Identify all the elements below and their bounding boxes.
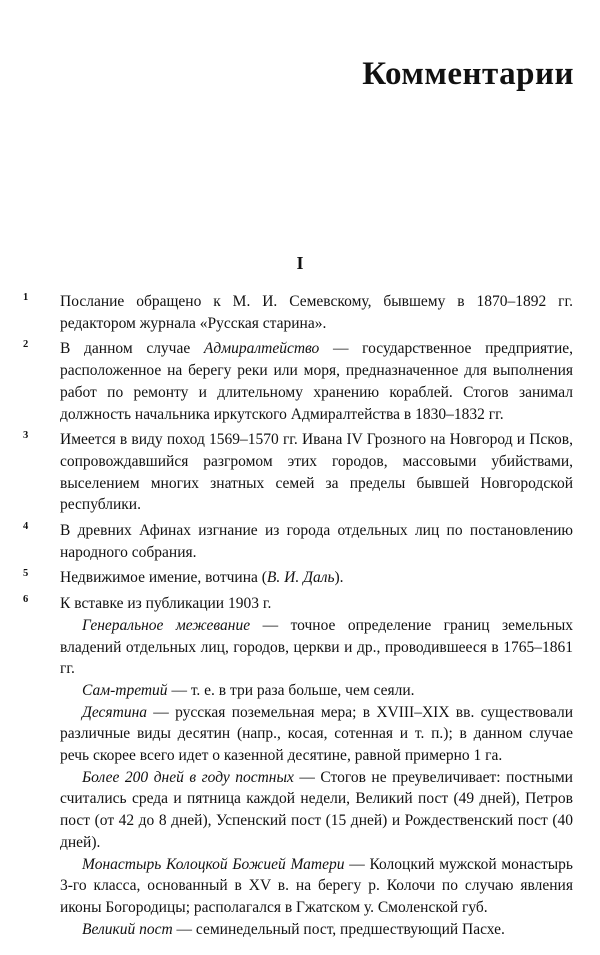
section-number: I (296, 253, 304, 273)
note-text: Имеется в виду поход 1569–1570 гг. Ивана IV Грозного на Новгород и Псков, сопровождавшийся разгромом этих городов, массовыми убийствами, выселением многих знатных семей за пределы бывшей Новгородской республики. (60, 431, 573, 514)
note-paragraph (60, 680, 573, 702)
note-text: — государственное предприятие, расположенное на берегу реки или моря, предназначенное для выполнения работ по ремонту и длительному хранению кораблей. Стогов занимал должность начальника иркутского Адмиралтейства в 1830–1832 гг. (60, 340, 573, 423)
note-text: Недвижимое имение, вотчина ( (60, 569, 267, 587)
page-title: Комментарии (362, 56, 574, 92)
note-number: 3 (23, 430, 29, 442)
note-paragraph (60, 593, 573, 615)
note-item (23, 593, 573, 940)
notes-list (23, 291, 573, 944)
note-paragraph (60, 854, 573, 919)
note-paragraph (60, 291, 573, 334)
note-item (23, 291, 573, 334)
note-term: Адмиралтейство (203, 340, 320, 358)
note-term: Генеральное межевание (82, 616, 251, 634)
note-number: 4 (23, 521, 29, 533)
note-term: Монастырь Колоцкой Божией Матери (82, 855, 345, 873)
note-text: — семинедельный пост, предшествующий Пасхе. (172, 920, 505, 938)
note-text: Послание обращено к М. И. Семевскому, бывшему в 1870–1892 гг. редактором журнала «Русская старина». (60, 293, 573, 332)
note-number: 5 (23, 568, 29, 580)
note-paragraph (60, 338, 573, 425)
note-term: Великий пост (82, 920, 173, 938)
note-term: Более 200 дней в году постных (82, 768, 294, 786)
note-term: Десятина (82, 703, 148, 721)
note-term: Сам-третий (82, 681, 168, 699)
note-text: — Стогов не преувеличивает: постными считались среда и пятница каждой недели, Великий пост (49 дней), Петров пост (от 42 до 8 дней), Успенский пост (15 дней) и Рождественский пост (40 дней). (60, 768, 573, 851)
note-number: 1 (23, 292, 29, 303)
note-paragraph (60, 520, 573, 563)
note-number: 6 (23, 594, 29, 606)
note-paragraph (60, 702, 573, 767)
note-text: — точное определение границ земельных владений отдельных лиц, городов, церкви и др., проводившееся в 1765–1861 гг. (60, 616, 573, 678)
note-item (23, 429, 573, 516)
note-text: — русская поземельная мера; в XVIII–XIX вв. существовали различные виды десятин (напр., косая, сотенная и т. п.); в данном случае речь скорее всего идет о казенной десятине, равной примерно 1 га. (60, 703, 573, 765)
note-text: К вставке из публикации 1903 г. (60, 595, 272, 613)
note-paragraph (60, 767, 573, 854)
note-item (23, 520, 573, 563)
note-text: В древних Афинах изгнание из города отдельных лиц по постановлению народного собрания. (60, 522, 573, 561)
note-paragraph (60, 429, 573, 516)
note-text: — Колоцкий мужской монастырь 3-го класса, основанный в XV в. на берегу р. Колочи по случаю явления иконы Богородицы; располагался в Гжатском у. Смоленской губ. (60, 855, 573, 916)
note-item (23, 338, 573, 425)
note-term: В. И. Даль (266, 569, 335, 587)
note-number: 2 (23, 339, 29, 351)
note-paragraph (60, 919, 573, 941)
note-text: — т. е. в три раза больше, чем сеяли. (167, 681, 415, 699)
note-paragraph (60, 615, 573, 680)
note-item (23, 567, 573, 589)
note-paragraph (60, 567, 573, 589)
note-text: В данном случае (60, 340, 204, 358)
note-text: ). (334, 569, 344, 587)
